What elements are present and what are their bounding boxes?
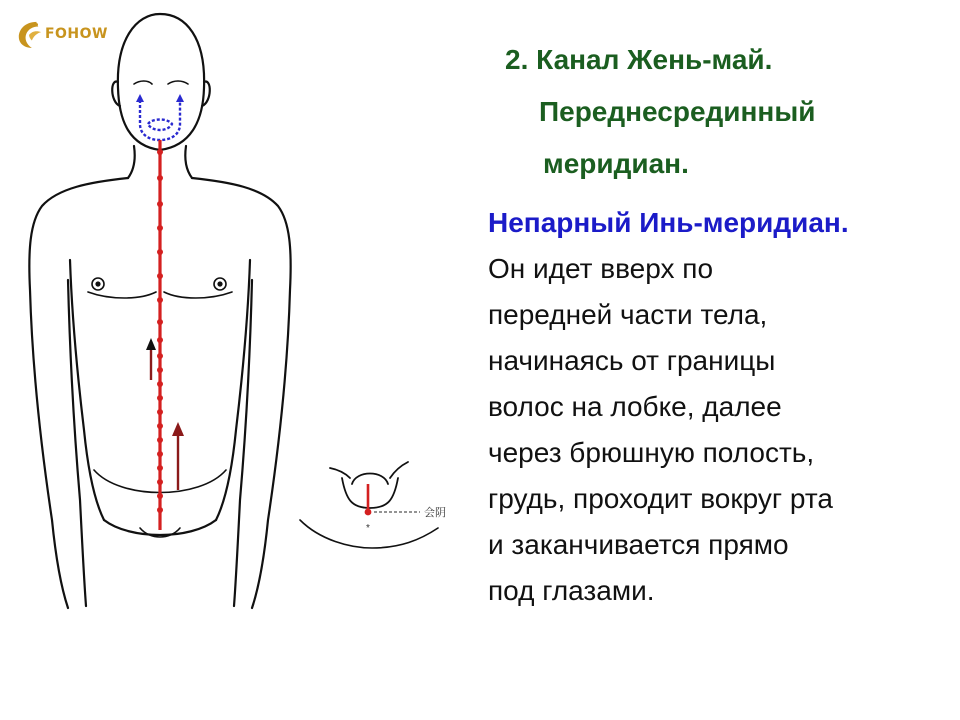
title-line-3: меридиан.	[543, 148, 689, 179]
fohow-logo-text: FOHOW	[44, 26, 108, 42]
description-line: через брюшную полость,	[488, 437, 815, 468]
perineum-label: 会阴	[424, 506, 446, 519]
description-line: под глазами.	[488, 575, 655, 606]
slide-title	[505, 38, 945, 194]
meridian-description	[488, 200, 948, 614]
ren-mai-body-diagram	[0, 0, 470, 620]
title-line-1: 2. Канал Жень-май.	[505, 44, 773, 75]
description-line: начинаясь от границы	[488, 345, 776, 376]
description-line: и заканчивается прямо	[488, 529, 789, 560]
face-meridian-path-icon	[140, 100, 180, 140]
description-heading: Непарный Инь-меридиан.	[488, 207, 849, 238]
description-line: волос на лобке, далее	[488, 391, 782, 422]
description-line: Он идет вверх по	[488, 253, 714, 284]
meridian-line-icon	[157, 140, 163, 530]
perineum-point-icon	[365, 484, 420, 534]
description-line: передней части тела,	[488, 299, 768, 330]
direction-arrow-icon	[146, 338, 184, 490]
title-line-2: Переднесрединный	[539, 96, 816, 127]
svg-text:*: *	[366, 523, 370, 534]
description-line: грудь, проходит вокруг рта	[488, 483, 833, 514]
face-meridian-arrow-icon	[136, 94, 184, 102]
